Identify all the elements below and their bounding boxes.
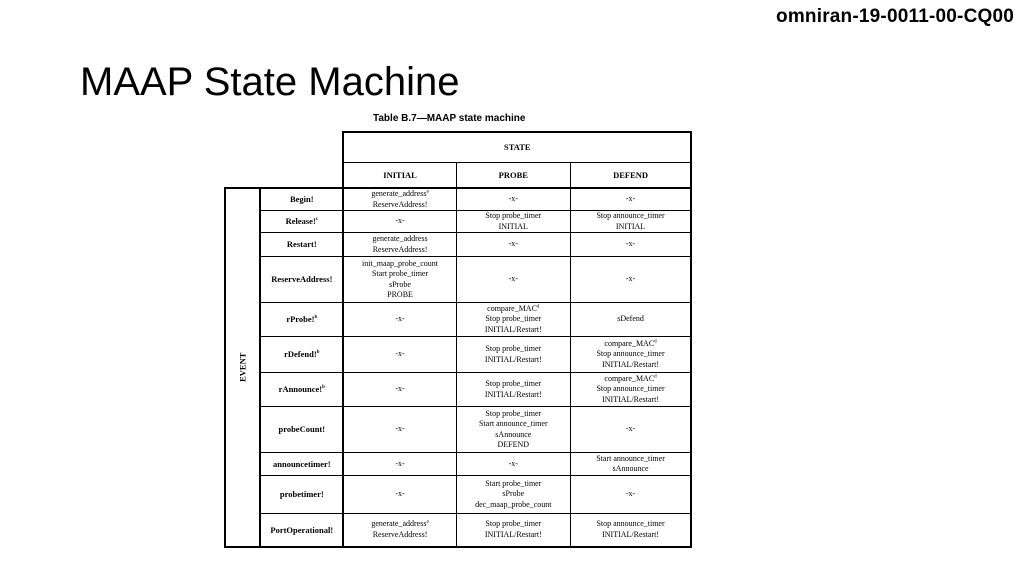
table-row (225, 514, 691, 547)
event-name: rProbe! (286, 314, 315, 325)
action-line (459, 222, 568, 233)
action-line (573, 384, 689, 395)
action-line (459, 459, 568, 470)
event-name-cell (260, 373, 343, 407)
action-text: -x- (625, 274, 636, 284)
action-text: generate_address (371, 189, 427, 198)
action-line (573, 239, 689, 250)
action-line (573, 464, 689, 475)
action-line (573, 339, 689, 350)
action-cell (570, 476, 691, 514)
event-name: Release! (285, 216, 316, 227)
action-cell (343, 476, 456, 514)
state-header-row (225, 132, 691, 162)
action-line (573, 194, 689, 205)
action-text: Stop probe_timer (485, 519, 542, 529)
action-text: compare_MAC (604, 338, 655, 348)
action-text: ReserveAddress! (372, 199, 428, 209)
table-row (225, 453, 691, 476)
action-text: Stop probe_timer (485, 211, 542, 220)
action-line (459, 489, 568, 500)
action-text: Stop probe_timer (485, 379, 542, 388)
action-text: sAnnounce (495, 429, 532, 439)
action-text: ReserveAddress! (372, 529, 428, 539)
table-row (225, 373, 691, 407)
action-line (573, 530, 689, 541)
action-text: INITIAL/Restart! (602, 359, 659, 369)
action-text: INITIAL/Restart! (484, 389, 542, 399)
table-row (225, 337, 691, 373)
action-line (573, 360, 689, 371)
action-cell (456, 514, 570, 547)
action-line (573, 274, 689, 285)
action-cell (343, 514, 456, 547)
action-text: INITIAL/Restart! (484, 354, 542, 364)
action-cell (456, 373, 570, 407)
action-line (573, 349, 689, 360)
action-footnote: a (426, 519, 429, 525)
action-line (573, 211, 689, 222)
event-name: announcetimer! (272, 458, 331, 469)
event-name-cell (260, 514, 343, 547)
action-line (573, 314, 689, 325)
action-cell (570, 233, 691, 257)
action-line (346, 259, 454, 270)
action-line (459, 304, 568, 315)
action-cell (343, 453, 456, 476)
event-name-cell (260, 188, 343, 211)
event-name-cell (260, 337, 343, 373)
action-text: PROBE (387, 290, 413, 299)
action-text: Stop probe_timer (485, 344, 542, 353)
action-cell (343, 373, 456, 407)
action-text: -x- (395, 349, 405, 359)
action-text: sAnnounce (612, 464, 649, 473)
action-text: -x- (395, 216, 405, 226)
action-line (459, 314, 568, 325)
action-line (346, 519, 454, 530)
event-name-cell (260, 453, 343, 476)
action-cell (570, 303, 691, 337)
event-name-cell (260, 407, 343, 453)
action-text: INITIAL/Restart! (602, 394, 659, 404)
action-text: compare_MAC (487, 303, 537, 313)
event-name-cell (260, 303, 343, 337)
action-cell (343, 233, 456, 257)
action-text: Stop announce_timer (596, 349, 665, 359)
action-text: Stop probe_timer (485, 314, 542, 324)
action-text: Start announce_timer (596, 453, 665, 463)
action-cell (570, 337, 691, 373)
action-text: generate_address (371, 519, 427, 529)
table-row (225, 188, 691, 211)
action-text: -x- (625, 489, 636, 499)
action-line (346, 189, 454, 200)
event-name-cell (260, 211, 343, 233)
action-line (573, 489, 689, 500)
event-footnote: b (314, 315, 318, 321)
action-line (459, 344, 568, 355)
action-line (459, 419, 568, 430)
action-line (459, 325, 568, 336)
action-footnote: d (654, 339, 657, 345)
action-line (346, 530, 454, 541)
event-name: rDefend! (284, 349, 317, 360)
state-header: STATE (343, 132, 691, 162)
event-name: probeCount! (278, 424, 326, 435)
action-text: -x- (395, 458, 405, 468)
action-cell (570, 453, 691, 476)
event-name-cell (260, 476, 343, 514)
table-row (225, 476, 691, 514)
action-line (346, 200, 454, 211)
action-line (346, 424, 454, 435)
action-text: Stop announce_timer (596, 211, 665, 220)
action-text: -x- (395, 314, 405, 324)
action-line (346, 269, 454, 280)
action-line (459, 519, 568, 530)
event-name-cell (260, 257, 343, 303)
action-cell (570, 257, 691, 303)
action-line (573, 222, 689, 233)
action-text: Stop announce_timer (596, 519, 665, 529)
event-header-label: EVENT (237, 352, 248, 382)
action-line (346, 280, 454, 291)
action-line (459, 355, 568, 366)
action-line (346, 290, 454, 301)
action-text: -x- (625, 194, 636, 204)
action-text: -x- (395, 424, 405, 434)
action-text: INITIAL (498, 221, 528, 231)
event-header (225, 188, 260, 547)
action-line (459, 500, 568, 511)
action-cell (456, 211, 570, 233)
action-line (573, 519, 689, 530)
action-text: Start probe_timer (371, 269, 429, 278)
action-text: INITIAL/Restart! (484, 324, 542, 334)
document-id: omniran-19-0011-00-CQ00 (776, 6, 1014, 27)
action-text: -x- (508, 239, 518, 249)
action-cell (343, 337, 456, 373)
action-text: sProbe (389, 279, 411, 289)
action-line (459, 530, 568, 541)
action-footnote: a (426, 189, 429, 195)
action-text: INITIAL/Restart! (484, 529, 542, 539)
action-text: INITIAL (615, 221, 646, 231)
action-cell (456, 233, 570, 257)
action-line (346, 245, 454, 256)
action-cell (456, 257, 570, 303)
action-cell (343, 407, 456, 453)
action-cell (456, 337, 570, 373)
action-text: Stop announce_timer (596, 384, 665, 394)
table-row (225, 257, 691, 303)
event-footnote: c (315, 217, 319, 223)
action-cell (343, 303, 456, 337)
event-name: rAnnounce! (278, 384, 323, 395)
slide-title: MAAP State Machine (80, 60, 460, 104)
action-line (459, 274, 568, 285)
action-line (346, 489, 454, 500)
action-line (573, 424, 689, 435)
action-text: -x- (395, 489, 405, 499)
event-name: probetimer! (279, 489, 324, 500)
action-text: Start announce_timer (478, 419, 548, 428)
table-row (225, 303, 691, 337)
table-row (225, 407, 691, 453)
action-line (459, 239, 568, 250)
action-cell (343, 257, 456, 303)
action-cell (570, 373, 691, 407)
event-name-cell (260, 233, 343, 257)
state-columns-row (225, 162, 691, 188)
action-line (459, 430, 568, 441)
action-text: -x- (508, 274, 518, 284)
action-line (346, 216, 454, 227)
action-text: ReserveAddress! (372, 244, 428, 254)
table-caption: Table B.7—MAAP state machine (373, 113, 526, 124)
action-line (459, 379, 568, 390)
event-name: Begin! (289, 194, 314, 205)
action-cell (456, 476, 570, 514)
action-cell (570, 188, 691, 211)
action-text: Start probe_timer (485, 478, 542, 488)
action-text: -x- (395, 384, 405, 394)
action-cell (570, 407, 691, 453)
action-text: -x- (625, 239, 636, 249)
event-name: ReserveAddress! (271, 274, 333, 285)
action-cell (570, 211, 691, 233)
event-name: Restart! (286, 239, 317, 250)
blank-cell (225, 162, 343, 188)
action-text: init_maap_probe_count (362, 258, 439, 268)
action-text: sDefend (617, 314, 644, 324)
action-line (573, 454, 689, 465)
action-line (459, 194, 568, 205)
action-text: DEFEND (497, 440, 530, 449)
state-column-probe: PROBE (456, 162, 570, 188)
action-footnote: d (536, 304, 540, 310)
action-line (346, 384, 454, 395)
table-row (225, 233, 691, 257)
action-text: sProbe (502, 489, 525, 499)
action-cell (456, 303, 570, 337)
action-text: compare_MAC (604, 373, 655, 383)
action-cell (343, 188, 456, 211)
action-line (459, 211, 568, 222)
blank-cell (225, 132, 343, 162)
action-line (573, 395, 689, 406)
event-name: PortOperational! (270, 524, 334, 535)
action-cell (456, 188, 570, 211)
action-line (346, 314, 454, 325)
action-text: generate_address (372, 234, 428, 243)
action-cell (570, 514, 691, 547)
action-text: -x- (625, 424, 636, 434)
action-line (459, 440, 568, 451)
action-text: INITIAL/Restart! (602, 529, 659, 539)
action-text: -x- (508, 194, 518, 204)
action-footnote: d (654, 374, 657, 380)
event-footnote: b (322, 385, 325, 391)
action-cell (343, 211, 456, 233)
state-column-defend: DEFEND (570, 162, 691, 188)
action-cell (456, 407, 570, 453)
state-machine-table (224, 131, 692, 548)
action-line (346, 349, 454, 360)
action-cell (456, 453, 570, 476)
action-line (459, 479, 568, 490)
action-text: dec_maap_probe_count (475, 499, 552, 509)
table-row (225, 211, 691, 233)
action-line (346, 459, 454, 470)
action-line (573, 374, 689, 385)
action-text: -x- (508, 458, 518, 468)
action-line (346, 234, 454, 245)
action-line (459, 390, 568, 401)
state-column-initial: INITIAL (343, 162, 456, 188)
event-footnote: b (316, 350, 320, 356)
action-line (459, 409, 568, 420)
action-text: Stop probe_timer (485, 408, 542, 418)
